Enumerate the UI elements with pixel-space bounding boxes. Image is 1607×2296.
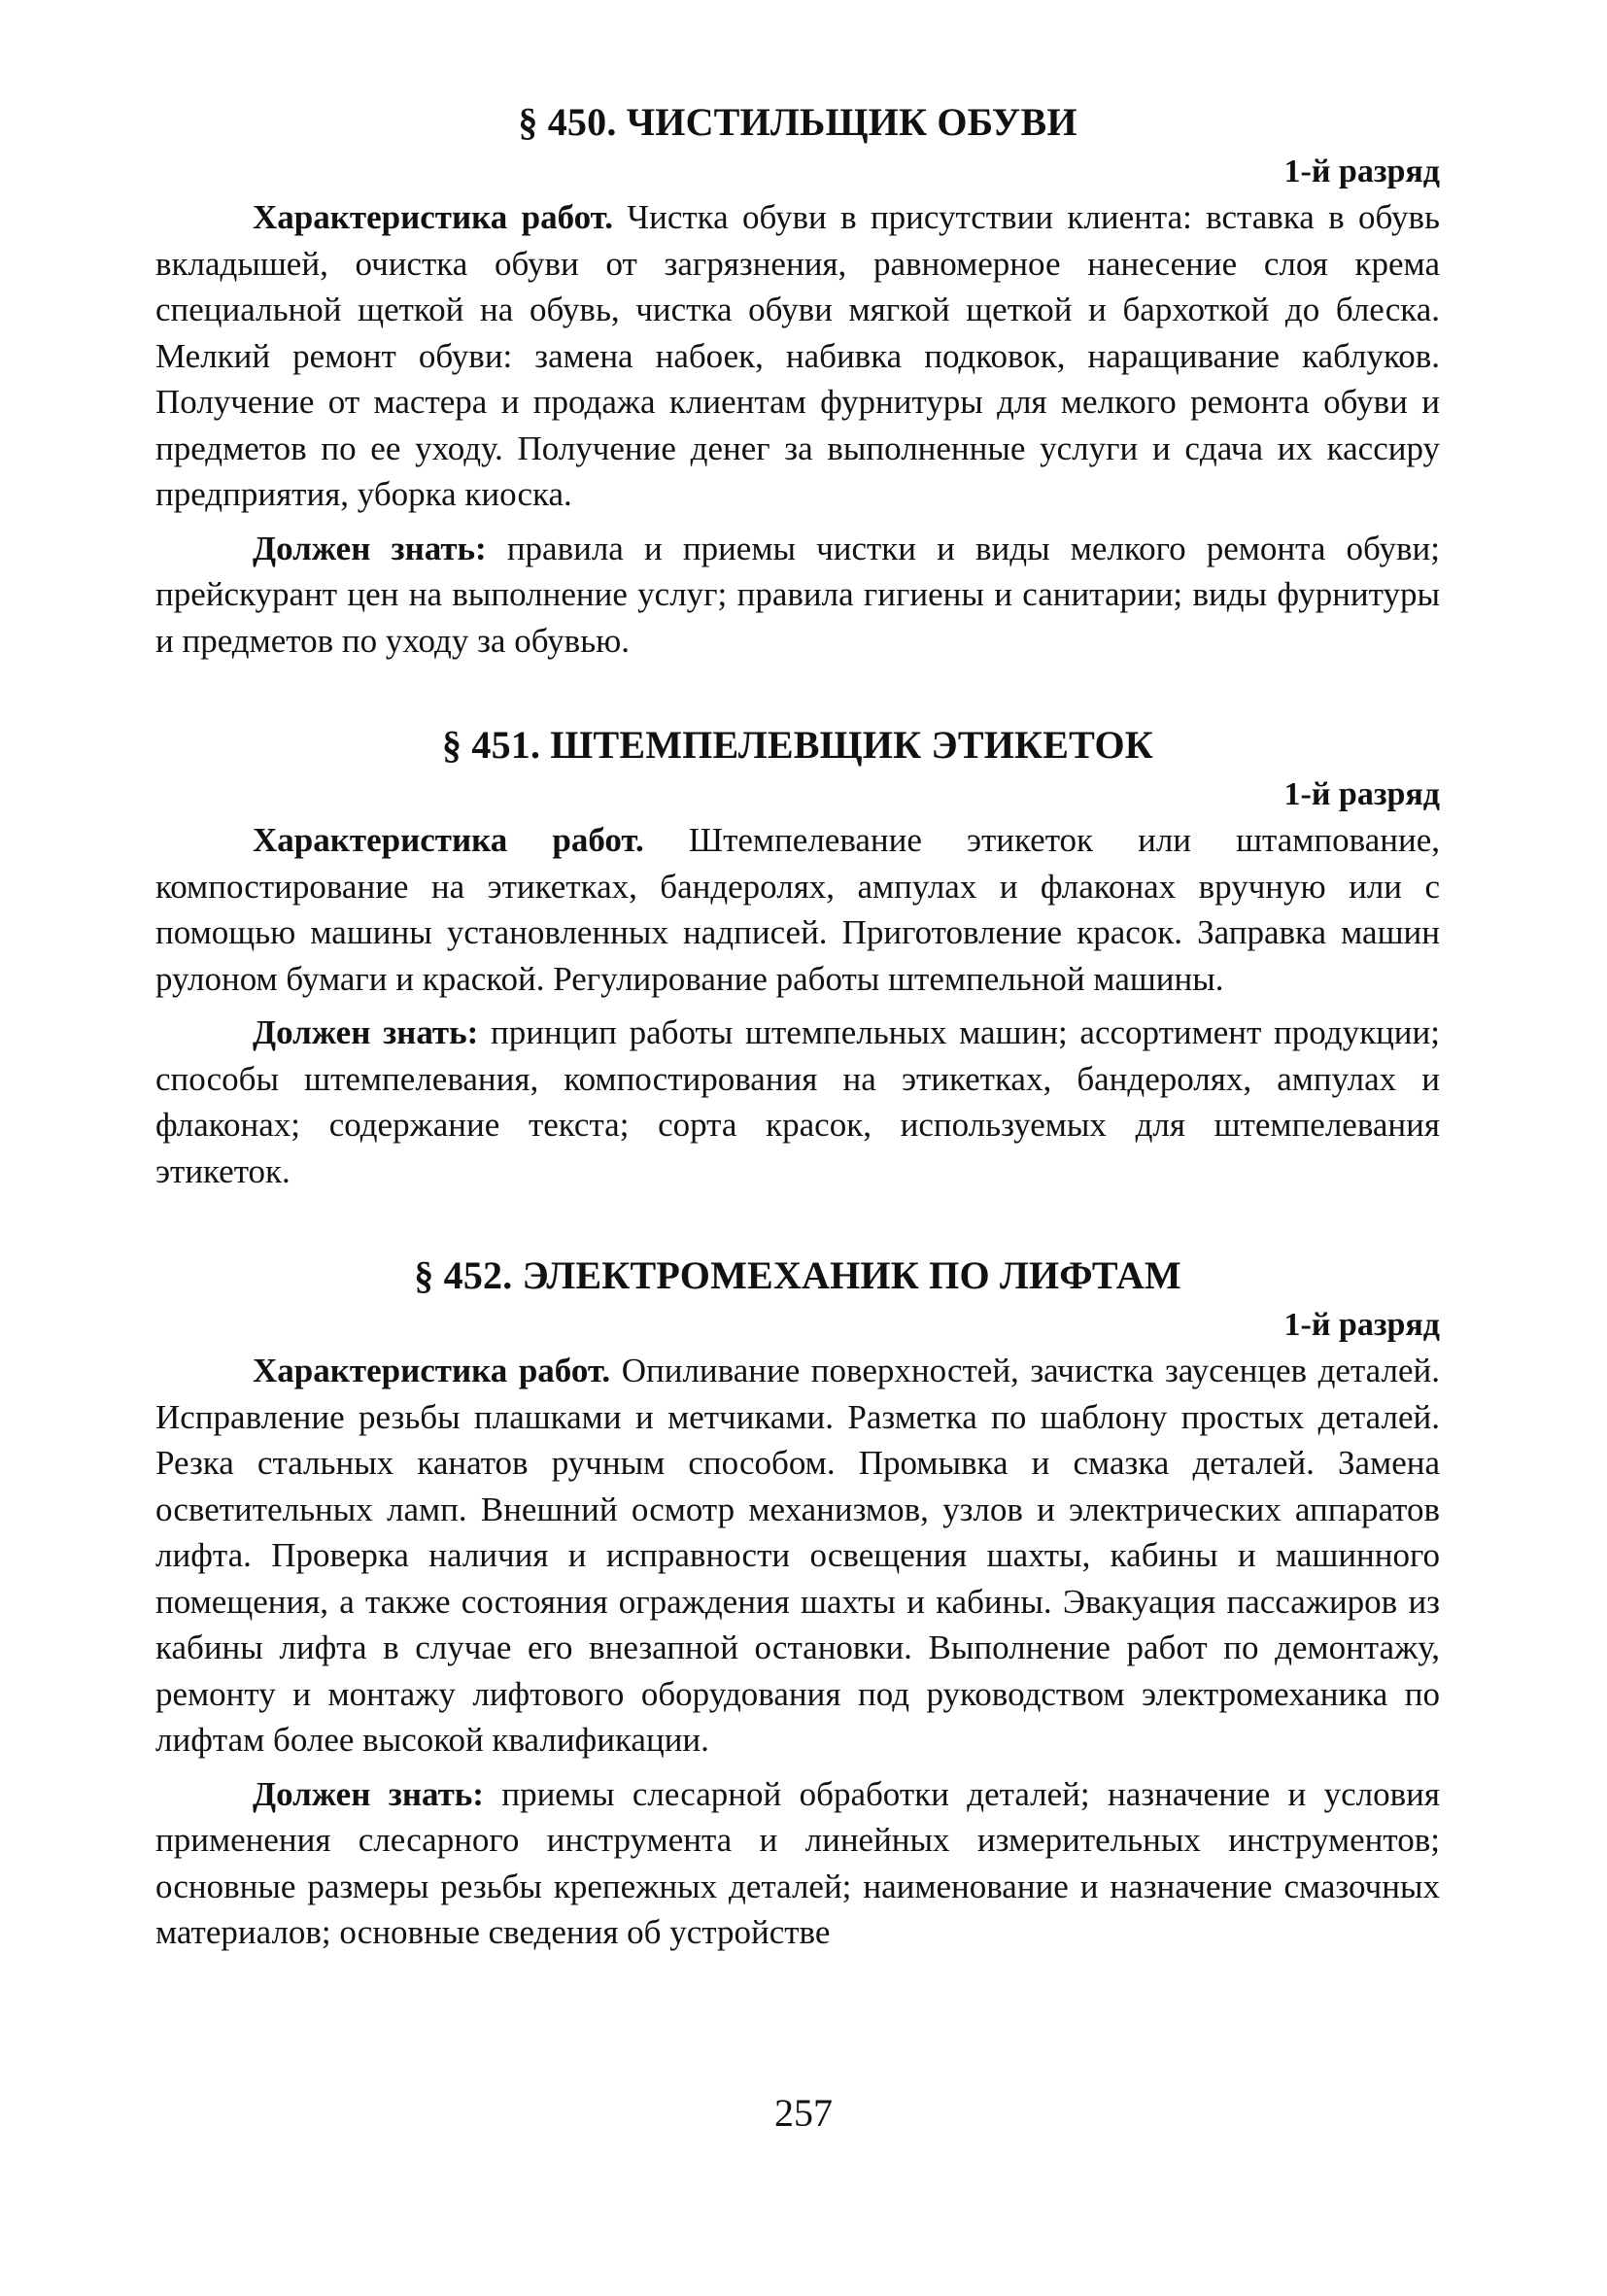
characteristics-label: Характеристика работ. bbox=[253, 198, 613, 236]
characteristics-label: Характеристика работ. bbox=[253, 1352, 611, 1389]
knowledge-label: Должен знать: bbox=[253, 529, 487, 567]
characteristics-label: Характеристика работ. bbox=[253, 821, 644, 859]
knowledge-text: принцип работы штемпельных машин; ассортимент продукции; способы штемпелевания, компостирования на этикетках, бандеролях, ампулах и флаконах; содержание текста; сорта красок, используемых для штемпелевания этикеток. bbox=[155, 1013, 1440, 1190]
knowledge-text: правила и приемы чистки и виды мелкого ремонта обуви; прейскурант цен на выполнение услуг; правила гигиены и санитарии; виды фурнитуры и предметов по уходу за обувью. bbox=[155, 529, 1440, 660]
section-451 bbox=[155, 720, 1440, 1194]
knowledge-paragraph bbox=[155, 1771, 1440, 1956]
page-number: 257 bbox=[774, 2091, 833, 2135]
section-title: § 452. ЭЛЕКТРОМЕХАНИК ПО ЛИФТАМ bbox=[414, 1253, 1181, 1297]
section-title: § 450. ЧИСТИЛЬЩИК ОБУВИ bbox=[518, 100, 1077, 144]
characteristics-paragraph bbox=[155, 1348, 1440, 1764]
section-title: § 451. ШТЕМПЕЛЕВЩИК ЭТИКЕТОК bbox=[442, 723, 1153, 767]
characteristics-text: Штемпелевание этикеток или штампование, компостирование на этикетках, бандеролях, ампулах и флаконах вручную или с помощью машины установленных надписей. Приготовление красок. Заправка машин рулоном бумаги и краской. Регулирование работы штемпельной машины. bbox=[155, 821, 1441, 998]
grade-label: 1-й разряд bbox=[1283, 1307, 1440, 1343]
knowledge-text: приемы слесарной обработки деталей; назначение и условия применения слесарного инструмента и линейных измерительных инструментов; основные размеры резьбы крепежных деталей; наименование и назначение смазочных материалов; основные сведения об устройстве bbox=[155, 1774, 1440, 1951]
knowledge-label: Должен знать: bbox=[253, 1774, 484, 1813]
characteristics-paragraph bbox=[155, 194, 1440, 518]
characteristics-text: Чистка обуви в присутствии клиента: вставка в обувь вкладышей, очистка обуви от загрязнения, равномерное нанесение слоя крема специальной щеткой на обувь, чистка обуви мягкой щеткой и бархоткой до блеска. Мелкий ремонт обуви: замена набоек, набивка подковок, наращивание каблуков. Получение от мастера и продажа клиентам фурнитуры для мелкого ремонта обуви и предметов по ее уходу. Получение денег за выполненные услуги и сдача их кассиру предприятия, уборка киоска. bbox=[155, 198, 1440, 513]
grade-label: 1-й разряд bbox=[1283, 776, 1440, 812]
knowledge-paragraph bbox=[155, 526, 1440, 665]
grade-label: 1-й разряд bbox=[1283, 154, 1440, 189]
document-page bbox=[155, 97, 1440, 2215]
knowledge-label: Должен знать: bbox=[253, 1013, 479, 1051]
characteristics-paragraph bbox=[155, 817, 1440, 1002]
characteristics-text: Опиливание поверхностей, зачистка заусенцев деталей. Исправление резьбы плашками и метчиками. Разметка по шаблону простых деталей. Резка стальных канатов ручным способом. Промывка и смазка деталей. Замена осветительных ламп. Внешний осмотр механизмов, узлов и электрических аппаратов лифта. Проверка наличия и исправности освещения шахты, кабины и машинного помещения, а также состояния ограждения шахты и кабины. Эвакуация пассажиров из кабины лифта в случае его внезапной остановки. Выполнение работ по демонтажу, ремонту и монтажу лифтового оборудования под руководством электромеханика по лифтам более высокой квалификации. bbox=[155, 1352, 1440, 1759]
section-450 bbox=[155, 97, 1440, 664]
knowledge-paragraph bbox=[155, 1010, 1440, 1194]
section-452 bbox=[155, 1251, 1440, 1956]
